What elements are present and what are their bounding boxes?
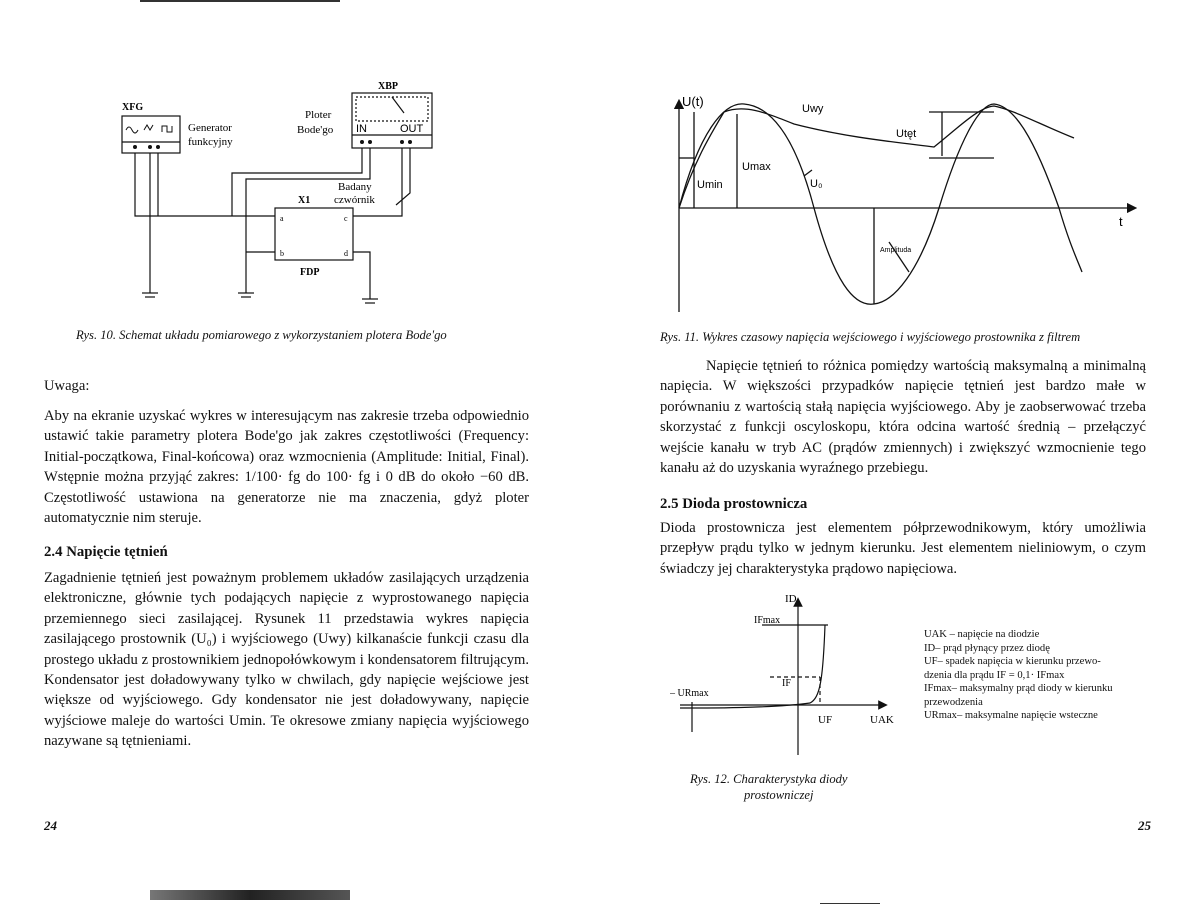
legend-line: URmax– maksymalne napięcie wsteczne — [924, 710, 1098, 721]
figure-10-caption: Rys. 10. Schemat układu pomiarowego z wykorzystaniem plotera Bode'go — [76, 328, 447, 342]
legend-line: dzenia dla prądu IF = 0,1· IFmax — [924, 669, 1065, 681]
figure-12-diode-characteristic — [670, 590, 910, 760]
note-label: Uwaga: — [44, 378, 90, 394]
output-ripple-wave — [679, 106, 1074, 208]
bottom-rule — [820, 903, 880, 904]
figure-12-caption-line-2: prostowniczej — [744, 788, 814, 802]
pin-d: d — [344, 249, 348, 258]
u-tet-label: Utęt — [896, 128, 917, 140]
if-label: IF — [782, 678, 791, 689]
figure-11-waveform — [664, 92, 1144, 317]
pin-c: c — [344, 214, 348, 223]
generator-label-2: funkcyjny — [188, 136, 233, 148]
generator-label-1: Generator — [188, 122, 232, 134]
legend-line: UAK – napięcie na diodzie — [924, 629, 1040, 640]
page-number-right: 25 — [1138, 818, 1151, 833]
note-paragraph: Aby na ekranie uzyskać wykres w interesującym nas zakresie trzeba odpowiednio ustawić takie parametry plotera Bode'go jak zakres częstotliwości (Frequency: Initial-początkowa, Final-końcowa) oraz wzmocnienia (Amplitude: Initial, Final). Wstępnie można przyjąć zakres: 1/100· fg do 100· fg i 0 dB do około −60 dB. Częstotliwość ustawiona na generatorze nie ma znaczenia, gdyż ploter automatycznie nim steruje. — [44, 408, 529, 527]
input-sine-wave — [679, 104, 1082, 304]
scan-shadow — [150, 890, 350, 900]
y-axis-label: U(t) — [682, 94, 704, 109]
u-wy-label: Uwy — [802, 103, 824, 115]
right-page — [594, 0, 1188, 907]
figure-12-caption-line-1: Rys. 12. Charakterystyka diody — [690, 772, 848, 786]
ifmax-label: IFmax — [754, 615, 781, 626]
in-label: IN — [356, 123, 367, 135]
figure-11-caption: Rys. 11. Wykres czasowy napięcia wejściowego i wyjściowego prostownika z filtrem — [660, 330, 1081, 344]
legend-line: UF– spadek napięcia w kierunku przewo- — [924, 656, 1101, 667]
legend-line: IFmax– maksymalny prąd diody w kierunku — [924, 683, 1113, 694]
pin-b: b — [280, 249, 284, 258]
x1-label: X1 — [298, 195, 311, 206]
dut-label-1: Badany — [338, 181, 372, 193]
u-0-label: U₀ — [810, 178, 823, 190]
uak-label: UAK — [870, 714, 894, 726]
fdp-label: FDP — [300, 267, 320, 278]
xbp-label: XBP — [378, 81, 398, 92]
id-label: ID — [785, 593, 797, 605]
u-min-label: Umin — [697, 179, 723, 191]
uf-label: UF — [818, 714, 833, 726]
page-number-left: 24 — [44, 818, 57, 833]
urmax-label: – URmax — [670, 688, 709, 699]
out-label: OUT — [400, 123, 424, 135]
section-heading-2-5: 2.5 Dioda prostownicza — [660, 496, 808, 512]
figure-12-legend — [924, 628, 1149, 723]
legend-line: ID– prąd płynący przez diodę — [924, 642, 1050, 654]
section-heading-2-4: 2.4 Napięcie tętnień — [44, 544, 168, 560]
top-rule — [140, 0, 340, 2]
x-axis-label: t — [1119, 214, 1123, 229]
pin-a: a — [280, 214, 284, 223]
figure-10-schematic — [100, 75, 460, 310]
plotter-label-2: Bode'go — [297, 124, 334, 136]
legend-line: przewodzenia — [924, 696, 983, 708]
section-2-5-paragraph: Dioda prostownicza jest elementem półprzewodnikowym, który umożliwia przepływ prądu tylko w jednym kierunku. Jest elementem nieliniowym, o czym świadczy jej charakterystyka prądowo napięciowa. — [660, 520, 1146, 577]
xfg-label: XFG — [122, 102, 144, 113]
plotter-label-1: Ploter — [305, 109, 332, 121]
amplitude-label: Amplituda — [880, 247, 912, 254]
dut-label-2: czwórnik — [334, 194, 375, 206]
section-2-4-paragraph: Zagadnienie tętnień jest poważnym problemem układów zasilających urządzenia elektroniczne, głównie tych podających napięcie z wyprostowanego napięcia przemiennego sieci zasilającej. Rysunek 11 przedstawia wykres napięcia zasilającego prostownik (U₀) i wyjściowego (Uwy) kilkanaście funkcji czasu dla prostego układu z prostownikiem jednopołówkowym i kondensatorem filtrującym. Kondensator jest doładowywany tylko w chwilach, gdy napięcie wejściowe jest większe od wyjściowego. Gdy kondensator nie jest doładowywany, napięcie wyjściowe maleje do wartości Umin. Te okresowe zmiany napięcia wyjściowego nazywane są tętnieniami. — [44, 570, 529, 750]
fdp-box — [275, 208, 353, 260]
ripple-paragraph: Napięcie tętnień to różnica pomiędzy wartością maksymalną a minimalną napięcia. W większości przypadków napięcie tętnień jest bardzo małe w porównaniu z wartością stałą napięcia wyjściowego. Aby je zaobserwować trzeba skorzystać z funkcji oscyloskopu, która odcina wartość średnią – przełączyć wejście kanału w tryb AC (prądów zmiennych) i zwiększyć wzmocnienie tego kanału aż do uzyskania wyraźnego przebiegu. — [660, 358, 1146, 477]
u-max-label: Umax — [742, 161, 771, 173]
